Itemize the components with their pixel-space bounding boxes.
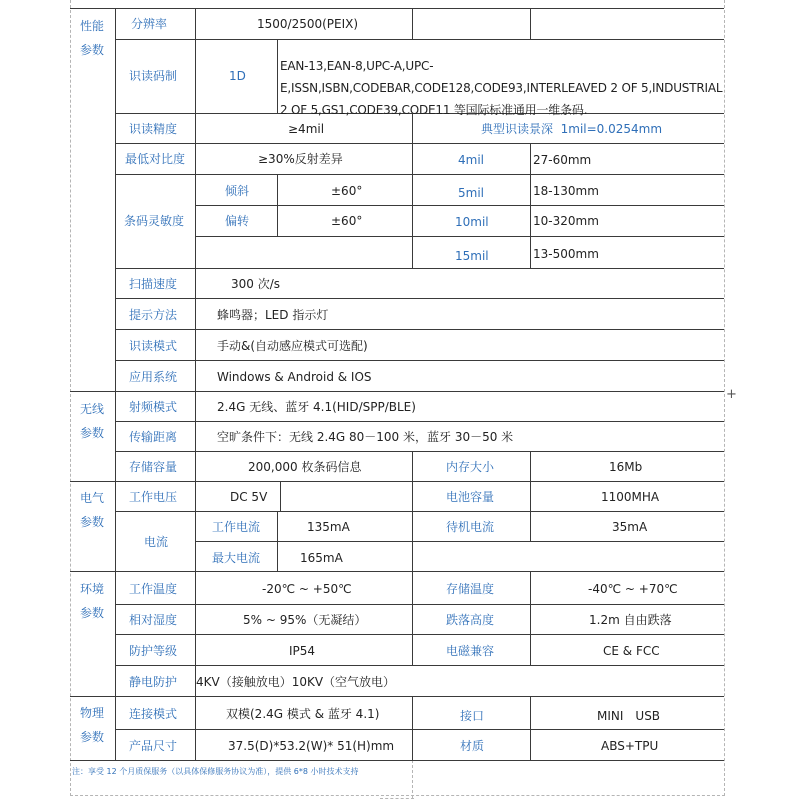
row-line [115, 451, 724, 452]
symbology-value: EAN-13,EAN-8,UPC-A,UPC-E,ISSN,ISBN,CODEBAR,CODE128,CODE93,INTERLEAVED 2 OF 5,INDUSTRIAL 2 OF 5,GS1,CODE39,CODE11 等国际标准通用一维条码. [280, 59, 723, 117]
memory-value: 16Mb [609, 460, 643, 474]
column-line [530, 451, 531, 481]
group-environment [80, 577, 104, 625]
row-line [115, 143, 724, 144]
max-current-label: 最大电流 [212, 551, 261, 565]
emc-value: CE & FCC [603, 644, 660, 658]
current-label: 电流 [144, 535, 169, 549]
row-line [115, 298, 724, 299]
depth-header: 典型识读景深 1mil=0.0254mm [481, 122, 663, 136]
group-physical [80, 701, 104, 749]
interface-value: MINI USB [597, 709, 661, 723]
group-label-line: 参数 [80, 426, 105, 440]
column-line [280, 481, 281, 511]
standby-current-label: 待机电流 [446, 520, 495, 534]
group-label-line: 电气 [80, 491, 105, 505]
row-line [115, 511, 724, 512]
material-value: ABS+TPU [601, 739, 659, 753]
tilt-value: ±60° [331, 184, 363, 198]
group-label-line: 无线 [80, 402, 105, 416]
column-line [412, 696, 413, 760]
read-mode-value: 手动&(自动感应模式可选配) [217, 339, 368, 353]
depth-mil: 10mil [455, 215, 489, 229]
column-line [412, 451, 413, 481]
row-line [115, 665, 724, 666]
protection-label: 防护等级 [129, 644, 178, 658]
column-line [277, 39, 278, 113]
sensitivity-label: 条码灵敏度 [124, 214, 185, 228]
drop-label: 跌落高度 [446, 613, 495, 627]
group-line [70, 571, 724, 572]
humidity-value: 5% ~ 95%（无凝结） [243, 613, 367, 627]
resolution-label: 分辨率 [131, 17, 168, 31]
precision-label: 识读精度 [129, 122, 178, 136]
scan-speed-value: 300 次/s [231, 277, 281, 291]
column-line [530, 571, 531, 665]
insert-row-handle[interactable]: + [726, 387, 737, 402]
depth-mil: 5mil [458, 186, 484, 200]
table-bottom-line [70, 760, 724, 761]
symbology-type: 1D [229, 69, 246, 83]
rf-mode-label: 射频模式 [129, 400, 178, 414]
skew-value: ±60° [331, 214, 363, 228]
group-label-line: 环境 [80, 582, 105, 596]
read-mode-label: 识读模式 [129, 339, 178, 353]
material-label: 材质 [460, 739, 485, 753]
connection-value: 双模(2.4G 模式 & 蓝牙 4.1) [226, 707, 380, 721]
row-line [70, 8, 724, 9]
max-current-value: 165mA [300, 551, 343, 565]
skew-label: 偏转 [225, 214, 250, 228]
column-line [195, 8, 196, 760]
group-label-line: 参数 [80, 515, 105, 529]
group-label-line: 参数 [80, 730, 105, 744]
depth-range: 27-60mm [533, 153, 592, 167]
row-line [115, 421, 724, 422]
work-current-label: 工作电流 [212, 520, 261, 534]
distance-value: 空旷条件下：无线 2.4G 80－100 米，蓝牙 30－50 米 [217, 430, 514, 444]
footnote: 注：享受 12 个月质保服务（以具体保修服务协议为准），提供 6*8 小时技术支持 [72, 767, 359, 776]
column-line [412, 8, 413, 39]
contrast-value: ≥30%反射差异 [258, 152, 343, 166]
row-line [195, 541, 724, 542]
group-label-line: 参数 [80, 43, 105, 57]
resolution-value: 1500/2500(PEIX) [257, 17, 359, 31]
battery-label: 电池容量 [446, 490, 495, 504]
storage-value: 200,000 枚条码信息 [248, 460, 362, 474]
standby-current-value: 35mA [612, 520, 648, 534]
group-wireless [80, 397, 104, 445]
humidity-label: 相对湿度 [129, 613, 178, 627]
scan-speed-label: 扫描速度 [129, 277, 178, 291]
symbology-label: 识读码制 [129, 69, 178, 83]
column-line [412, 571, 413, 665]
group-line [70, 481, 724, 482]
interface-label: 接口 [460, 709, 485, 723]
bottom-tab-dashed [380, 798, 414, 799]
depth-range: 10-320mm [533, 214, 599, 228]
rf-mode-value: 2.4G 无线、蓝牙 4.1(HID/SPP/BLE) [217, 400, 416, 414]
row-line [115, 39, 724, 40]
memory-label: 内存大小 [446, 460, 495, 474]
work-temp-value: -20℃ ~ +50℃ [262, 582, 352, 596]
row-line [195, 236, 724, 237]
indication-value: 蜂鸣器；LED 指示灯 [217, 308, 329, 322]
size-value: 37.5(D)*53.2(W)* 51(H)mm [228, 739, 395, 753]
group-label-line: 性能 [80, 19, 105, 33]
row-line [115, 329, 724, 330]
column-line [530, 696, 531, 760]
protection-value: IP54 [289, 644, 316, 658]
group-electrical [80, 486, 104, 534]
row-line [115, 729, 724, 730]
column-line [412, 481, 413, 571]
emc-label: 电磁兼容 [446, 644, 495, 658]
column-line [530, 481, 531, 541]
depth-range: 13-500mm [533, 247, 599, 261]
voltage-label: 工作电压 [129, 490, 178, 504]
group-label-line: 参数 [80, 606, 105, 620]
esd-label: 静电防护 [129, 675, 178, 689]
column-line [115, 8, 116, 760]
work-current-value: 135mA [307, 520, 350, 534]
os-label: 应用系统 [129, 370, 178, 384]
column-line [412, 113, 413, 268]
indication-label: 提示方法 [129, 308, 178, 322]
contrast-label: 最低对比度 [125, 152, 186, 166]
row-line [115, 174, 724, 175]
storage-temp-label: 存储温度 [446, 582, 495, 596]
storage-label: 存储容量 [129, 460, 178, 474]
group-label-line: 物理 [80, 706, 105, 720]
row-line [195, 205, 724, 206]
depth-mil: 4mil [458, 153, 484, 167]
row-line [115, 360, 724, 361]
storage-temp-value: -40℃ ~ +70℃ [588, 582, 678, 596]
column-line [277, 511, 278, 571]
tilt-label: 倾斜 [225, 184, 250, 198]
row-line [115, 634, 724, 635]
column-line [277, 174, 278, 236]
precision-value: ≥4mil [288, 122, 325, 136]
group-line [70, 391, 724, 392]
connection-label: 连接模式 [129, 707, 178, 721]
column-line [530, 8, 531, 39]
frame-bottom-dashed [70, 795, 725, 796]
depth-mil: 15mil [455, 249, 489, 263]
drop-value: 1.2m 自由跌落 [589, 613, 672, 627]
size-label: 产品尺寸 [129, 739, 178, 753]
row-line [115, 268, 724, 269]
distance-label: 传输距离 [129, 430, 178, 444]
os-value: Windows & Android & IOS [217, 370, 372, 384]
group-line [70, 696, 724, 697]
work-temp-label: 工作温度 [129, 582, 178, 596]
depth-range: 18-130mm [533, 184, 599, 198]
row-line [115, 604, 724, 605]
battery-value: 1100MHA [601, 490, 660, 504]
column-line [530, 143, 531, 268]
group-performance [80, 14, 104, 62]
voltage-value: DC 5V [230, 490, 268, 504]
esd-value: 4KV（接触放电）10KV（空气放电） [196, 675, 396, 689]
frame-left-dashed [70, 0, 71, 796]
